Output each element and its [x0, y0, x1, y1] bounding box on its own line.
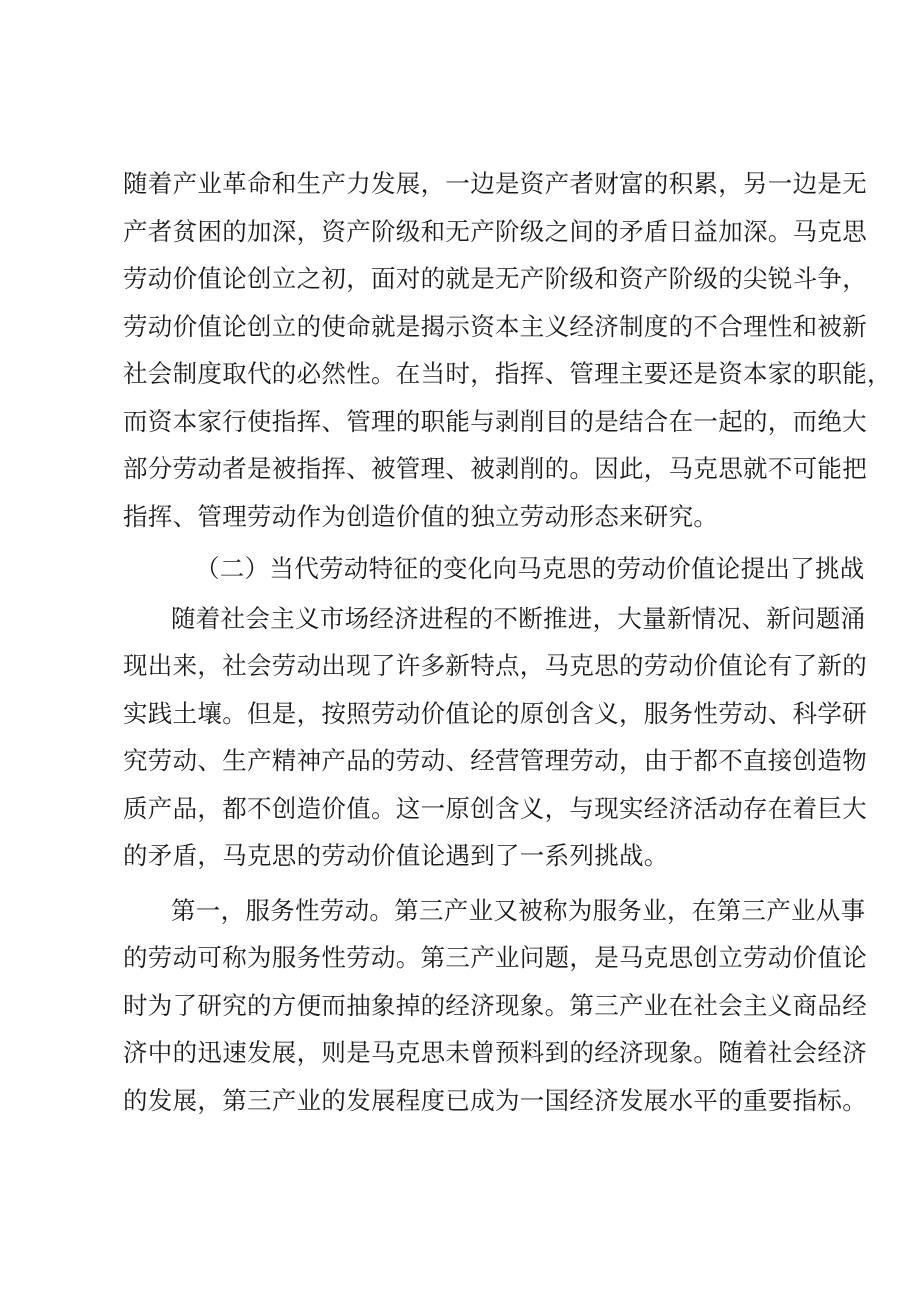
text-line: 济中的迅速发展，则是马克思未曾预料到的经济现象。随着社会经济 [123, 1038, 867, 1067]
text-line: 劳动价值论创立的使命就是揭示资本主义经济制度的不合理性和被新 [123, 312, 867, 341]
section-heading: （二）当代劳动特征的变化向马克思的劳动价值论提出了挑战 [195, 554, 865, 583]
text-line: 第一，服务性劳动。第三产业又被称为服务业，在第三产业从事 [171, 896, 866, 925]
text-line: 随着产业革命和生产力发展，一边是资产者财富的积累，另一边是无 [123, 169, 867, 198]
text-line: 而资本家行使指挥、管理的职能与剥削目的是结合在一起的，而绝大 [123, 407, 867, 436]
text-line: 的劳动可称为服务性劳动。第三产业问题，是马克思创立劳动价值论 [123, 943, 867, 972]
text-line: 时为了研究的方便而抽象掉的经济现象。第三产业在社会主义商品经 [123, 991, 867, 1020]
text-line: 的发展，第三产业的发展程度已成为一国经济发展水平的重要指标。 [123, 1086, 867, 1115]
text-line: 究劳动、生产精神产品的劳动、经营管理劳动，由于都不直接创造物 [123, 746, 867, 775]
text-line: 社会制度取代的必然性。在当时，指挥、管理主要还是资本家的职能， [123, 359, 892, 388]
text-line: 随着社会主义市场经济进程的不断推进，大量新情况、新问题涌 [171, 604, 866, 633]
text-line: 现出来，社会劳动出现了许多新特点，马克思的劳动价值论有了新的 [123, 651, 867, 680]
text-line: 部分劳动者是被指挥、被管理、被剥削的。因此，马克思就不可能把 [123, 454, 867, 483]
text-line: 产者贫困的加深，资产阶级和无产阶级之间的矛盾日益加深。马克思 [123, 217, 867, 246]
text-line: 实践土壤。但是，按照劳动价值论的原创含义，服务性劳动、科学研 [123, 699, 867, 728]
text-line: 劳动价值论创立之初，面对的就是无产阶级和资产阶级的尖锐斗争， [123, 264, 867, 293]
text-line: 指挥、管理劳动作为创造价值的独立劳动形态来研究。 [123, 502, 719, 531]
text-line: 的矛盾，马克思的劳动价值论遇到了一系列挑战。 [123, 841, 669, 870]
text-line: 质产品，都不创造价值。这一原创含义，与现实经济活动存在着巨大 [123, 794, 867, 823]
